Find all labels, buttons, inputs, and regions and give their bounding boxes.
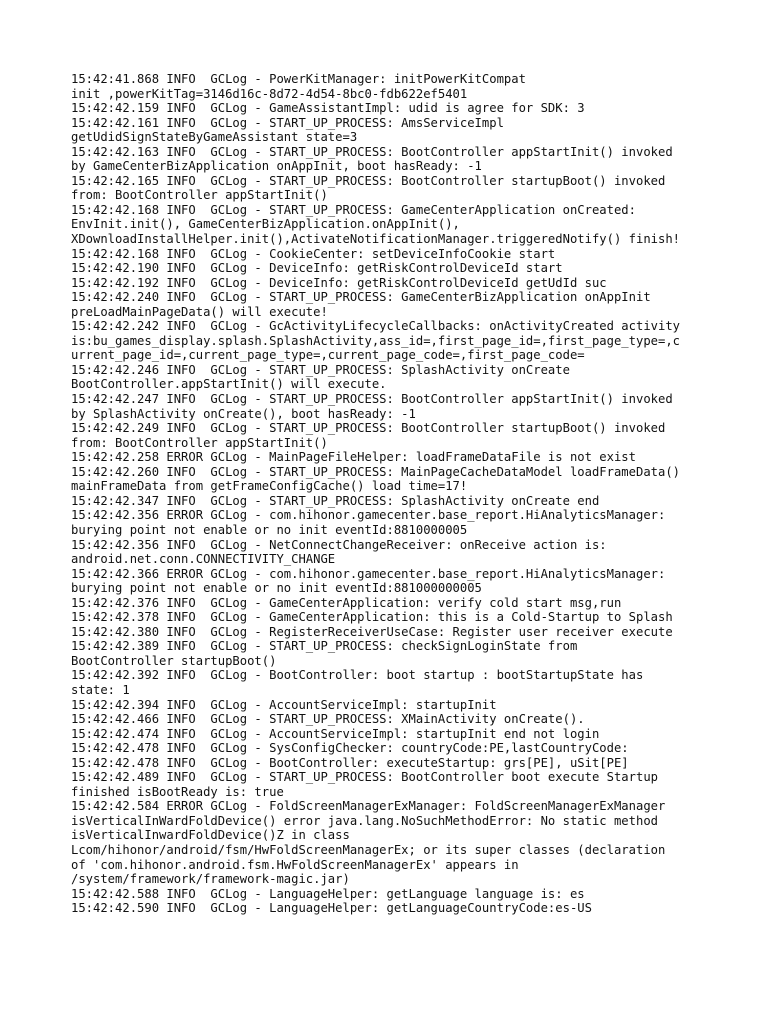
log-line: burying point not enable or no init eventId:8810000005 (71, 522, 468, 537)
log-line: 15:42:42.474 INFO GCLog - AccountServiceImpl: startupInit end not login (71, 726, 600, 741)
log-line: 15:42:42.192 INFO GCLog - DeviceInfo: getRiskControlDeviceId getUdId suc (71, 275, 607, 290)
log-line: 15:42:42.478 INFO GCLog - SysConfigChecker: countryCode:PE,lastCountryCode: (71, 741, 629, 756)
log-line: BootController.appStartInit() will execute. (71, 377, 387, 392)
log-line: 15:42:42.168 INFO GCLog - START_UP_PROCESS: GameCenterApplication onCreated: (71, 202, 636, 217)
log-line: is:bu_games_display.splash.SplashActivity,ass_id=,first_page_id=,first_page_type=,c (71, 333, 681, 348)
log-line: 15:42:42.165 INFO GCLog - START_UP_PROCESS: BootController startupBoot() invoked (71, 173, 666, 188)
log-line: by SplashActivity onCreate(), boot hasReady: -1 (71, 406, 416, 421)
log-line: from: BootController appStartInit() (71, 435, 328, 450)
log-line: burying point not enable or no init eventId:881000000005 (71, 581, 482, 596)
log-line: BootController startupBoot() (71, 653, 277, 668)
log-line: android.net.conn.CONNECTIVITY_CHANGE (71, 552, 336, 567)
log-line: 15:42:42.590 INFO GCLog - LanguageHelper: getLanguageCountryCode:es-US (71, 901, 592, 916)
log-line: 15:42:42.258 ERROR GCLog - MainPageFileHelper: loadFrameDataFile is not exist (71, 450, 636, 465)
log-line: state: 1 (71, 682, 130, 697)
log-line: 15:42:41.868 INFO GCLog - PowerKitManager: initPowerKitCompat (71, 72, 526, 86)
log-line: 15:42:42.380 INFO GCLog - RegisterReceiverUseCase: Register user receiver execute (71, 624, 673, 639)
log-line: /system/framework/framework-magic.jar) (71, 872, 350, 887)
log-line: 15:42:42.246 INFO GCLog - START_UP_PROCESS: SplashActivity onCreate (71, 362, 570, 377)
log-line: 15:42:42.161 INFO GCLog - START_UP_PROCESS: AmsServiceImpl (71, 115, 504, 130)
log-line: from: BootController appStartInit() (71, 188, 328, 203)
log-line: 15:42:42.389 INFO GCLog - START_UP_PROCESS: checkSignLoginState from (71, 639, 578, 654)
log-line: by GameCenterBizApplication onAppInit, boot hasReady: -1 (71, 159, 482, 174)
log-line: 15:42:42.392 INFO GCLog - BootController: boot startup : bootStartupState has (71, 668, 644, 683)
log-line: 15:42:42.584 ERROR GCLog - FoldScreenManagerExManager: FoldScreenManagerExManager (71, 799, 666, 814)
log-line: 15:42:42.240 INFO GCLog - START_UP_PROCESS: GameCenterBizApplication onAppInit (71, 290, 651, 305)
log-line: 15:42:42.260 INFO GCLog - START_UP_PROCESS: MainPageCacheDataModel loadFrameData() (71, 464, 681, 479)
log-line: 15:42:42.588 INFO GCLog - LanguageHelper: getLanguage language is: es (71, 886, 585, 901)
log-line: urrent_page_id=,current_page_type=,current_page_code=,first_page_code= (71, 348, 585, 363)
log-line: 15:42:42.163 INFO GCLog - START_UP_PROCESS: BootController appStartInit() invoked (71, 144, 673, 159)
log-line: finished isBootReady is: true (71, 784, 284, 799)
log-document (71, 72, 711, 916)
log-line: 15:42:42.489 INFO GCLog - START_UP_PROCESS: BootController boot execute Startup (71, 770, 658, 785)
log-line: Lcom/hihonor/android/fsm/HwFoldScreenManagerEx; or its super classes (declaration (71, 842, 666, 857)
log-line: XDownloadInstallHelper.init(),ActivateNotificationManager.triggeredNotify() finish! (71, 232, 681, 247)
log-line: 15:42:42.249 INFO GCLog - START_UP_PROCESS: BootController startupBoot() invoked (71, 421, 666, 436)
log-line: mainFrameData from getFrameConfigCache() load time=17! (71, 479, 468, 494)
log-line: EnvInit.init(), GameCenterBizApplication.onAppInit(), (71, 217, 460, 232)
log-line: isVerticalInWardFoldDevice() error java.lang.NoSuchMethodError: No static method (71, 813, 658, 828)
log-line: 15:42:42.378 INFO GCLog - GameCenterApplication: this is a Cold-Startup to Splash (71, 610, 673, 625)
log-line: 15:42:42.366 ERROR GCLog - com.hihonor.gamecenter.base_report.HiAnalyticsManager: (71, 566, 666, 581)
log-line: 15:42:42.466 INFO GCLog - START_UP_PROCESS: XMainActivity onCreate(). (71, 712, 585, 727)
log-line: init ,powerKitTag=3146d16c-8d72-4d54-8bc0-fdb622ef5401 (71, 86, 468, 101)
log-line: 15:42:42.347 INFO GCLog - START_UP_PROCESS: SplashActivity onCreate end (71, 493, 600, 508)
log-line: 15:42:42.242 INFO GCLog - GcActivityLifecycleCallbacks: onActivityCreated activity (71, 319, 681, 334)
log-line: 15:42:42.356 ERROR GCLog - com.hihonor.gamecenter.base_report.HiAnalyticsManager: (71, 508, 666, 523)
log-line: 15:42:42.356 INFO GCLog - NetConnectChangeReceiver: onReceive action is: (71, 537, 607, 552)
log-line: 15:42:42.247 INFO GCLog - START_UP_PROCESS: BootController appStartInit() invoked (71, 392, 673, 407)
log-line: 15:42:42.190 INFO GCLog - DeviceInfo: getRiskControlDeviceId start (71, 261, 563, 276)
log-line: of 'com.hihonor.android.fsm.HwFoldScreenManagerEx' appears in (71, 857, 519, 872)
log-line: 15:42:42.376 INFO GCLog - GameCenterApplication: verify cold start msg,run (71, 595, 622, 610)
log-line: getUdidSignStateByGameAssistant state=3 (71, 130, 358, 145)
log-line: isVerticalInwardFoldDevice()Z in class (71, 828, 350, 843)
log-line: 15:42:42.159 INFO GCLog - GameAssistantImpl: udid is agree for SDK: 3 (71, 101, 585, 116)
log-line: preLoadMainPageData() will execute! (71, 304, 328, 319)
log-line: 15:42:42.168 INFO GCLog - CookieCenter: setDeviceInfoCookie start (71, 246, 556, 261)
log-line: 15:42:42.478 INFO GCLog - BootController: executeStartup: grs[PE], uSit[PE] (71, 755, 629, 770)
log-line: 15:42:42.394 INFO GCLog - AccountServiceImpl: startupInit (71, 697, 497, 712)
